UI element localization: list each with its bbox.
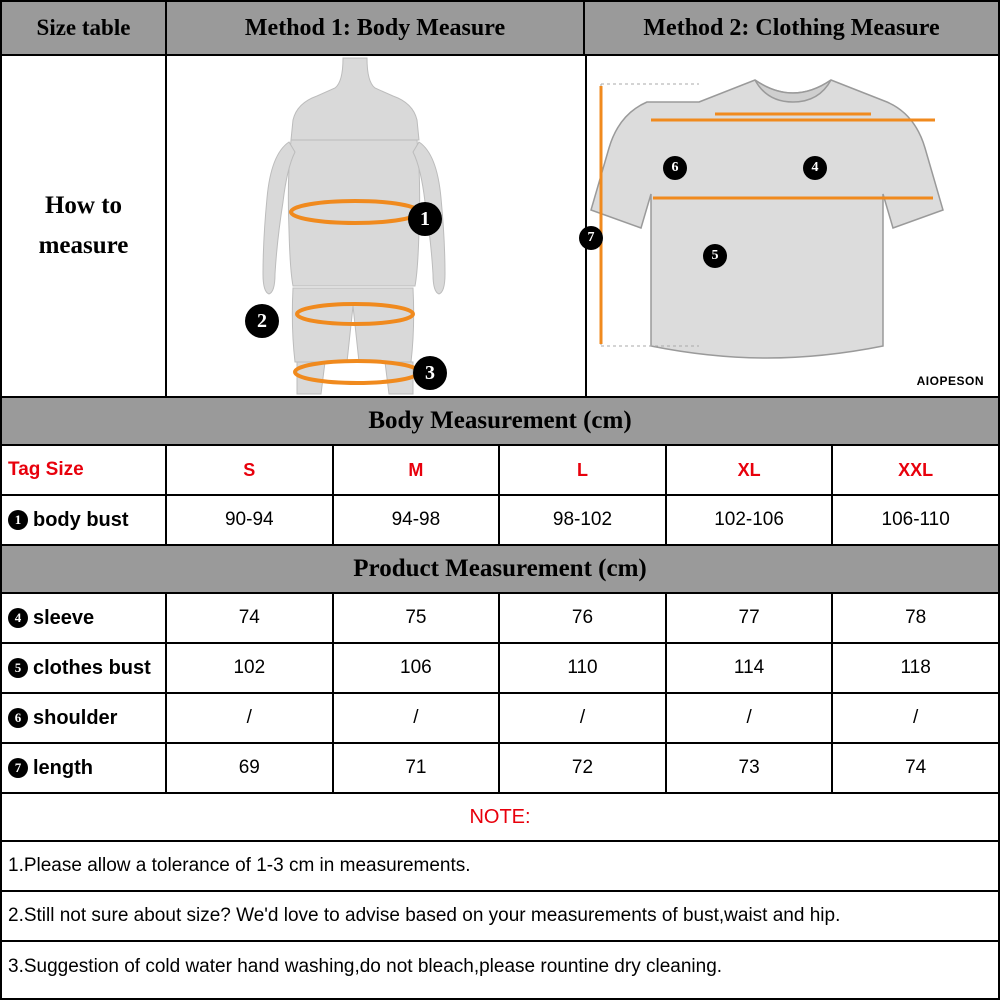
cell-shoulder-xl: / [667,694,834,742]
header-method-1: Method 1: Body Measure [167,2,585,54]
row-label-length [2,744,167,792]
row-label-text: length [33,756,93,779]
row-number-icon: 7 [8,758,28,778]
row-label-text: clothes bust [33,656,151,679]
cell-shoulder-l: / [500,694,667,742]
cell-clothes-bust-m: 106 [334,644,501,692]
cell-length-m: 71 [334,744,501,792]
cell-clothes-bust-xl: 114 [667,644,834,692]
size-col-xl: XL [667,446,834,494]
cell-shoulder-xxl: / [913,707,919,728]
cell-clothes-bust-s: 102 [167,644,334,692]
cell-body-bust-xl: 102-106 [667,496,834,544]
header-method-2: Method 2: Clothing Measure [585,2,998,54]
cell-length-l: 72 [500,744,667,792]
note-line-3: 3.Suggestion of cold water hand washing,do not bleach,please rountine dry cleaning. [8,956,723,977]
how-to-measure-label: How to measure [2,56,167,396]
product-measurement-title: Product Measurement (cm) [2,546,998,594]
note-title: NOTE: [2,794,998,842]
shirt-badge-7: 7 [579,226,603,250]
size-col-xxl: XXL [898,459,934,480]
row-number-icon: 4 [8,608,28,628]
cell-body-bust-s: 90-94 [167,496,334,544]
table-row [2,744,998,794]
size-col-l: L [500,446,667,494]
cell-body-bust-xxl: 106-110 [881,509,950,530]
table-row [2,496,998,546]
body-measure-illustration [167,56,587,396]
brand-watermark: AIOPESON [916,374,984,388]
cell-length-xxl: 74 [905,757,927,778]
table-row [2,594,998,644]
illustration-row [2,56,998,398]
row-number-icon: 6 [8,708,28,728]
cell-clothes-bust-xxl: 118 [900,657,931,678]
size-col-s: S [167,446,334,494]
row-label-clothes-bust [2,644,167,692]
row-label-sleeve [2,594,167,642]
cell-sleeve-s: 74 [167,594,334,642]
size-col-m: M [334,446,501,494]
body-measurement-title: Body Measurement (cm) [2,398,998,446]
table-row [2,694,998,744]
cell-length-s: 69 [167,744,334,792]
body-figure-svg [167,56,585,396]
row-label-text: body bust [33,508,129,531]
cell-body-bust-l: 98-102 [500,496,667,544]
cell-clothes-bust-l: 110 [500,644,667,692]
row-label-shoulder [2,694,167,742]
cell-shoulder-s: / [167,694,334,742]
row-number-icon: 5 [8,658,28,678]
row-number-icon: 1 [8,510,28,530]
header-size-table: Size table [2,2,167,54]
cell-sleeve-l: 76 [500,594,667,642]
table-row [2,644,998,694]
cell-sleeve-xxl: 78 [905,607,927,628]
cell-shoulder-m: / [334,694,501,742]
cell-sleeve-xl: 77 [667,594,834,642]
shirt-figure-svg [587,56,1000,396]
chart-header-row [2,2,998,56]
shirt-badge-4: 4 [803,156,827,180]
note-line-2: 2.Still not sure about size? We'd love to advise based on your measurements of bust,waist and hip. [2,892,998,942]
body-badge-2: 2 [245,304,279,338]
row-label-text: sleeve [33,606,95,629]
note-line-1: 1.Please allow a tolerance of 1-3 cm in measurements. [2,842,998,892]
body-badge-3: 3 [413,356,447,390]
shirt-badge-6: 6 [663,156,687,180]
row-label-body-bust [2,496,167,544]
cell-length-xl: 73 [667,744,834,792]
clothing-measure-illustration [587,56,1000,396]
body-table-header [2,446,998,496]
cell-sleeve-m: 75 [334,594,501,642]
tag-size-label: Tag Size [2,446,167,494]
row-label-text: shoulder [33,706,118,729]
body-badge-1: 1 [408,202,442,236]
cell-body-bust-m: 94-98 [334,496,501,544]
shirt-badge-5: 5 [703,244,727,268]
